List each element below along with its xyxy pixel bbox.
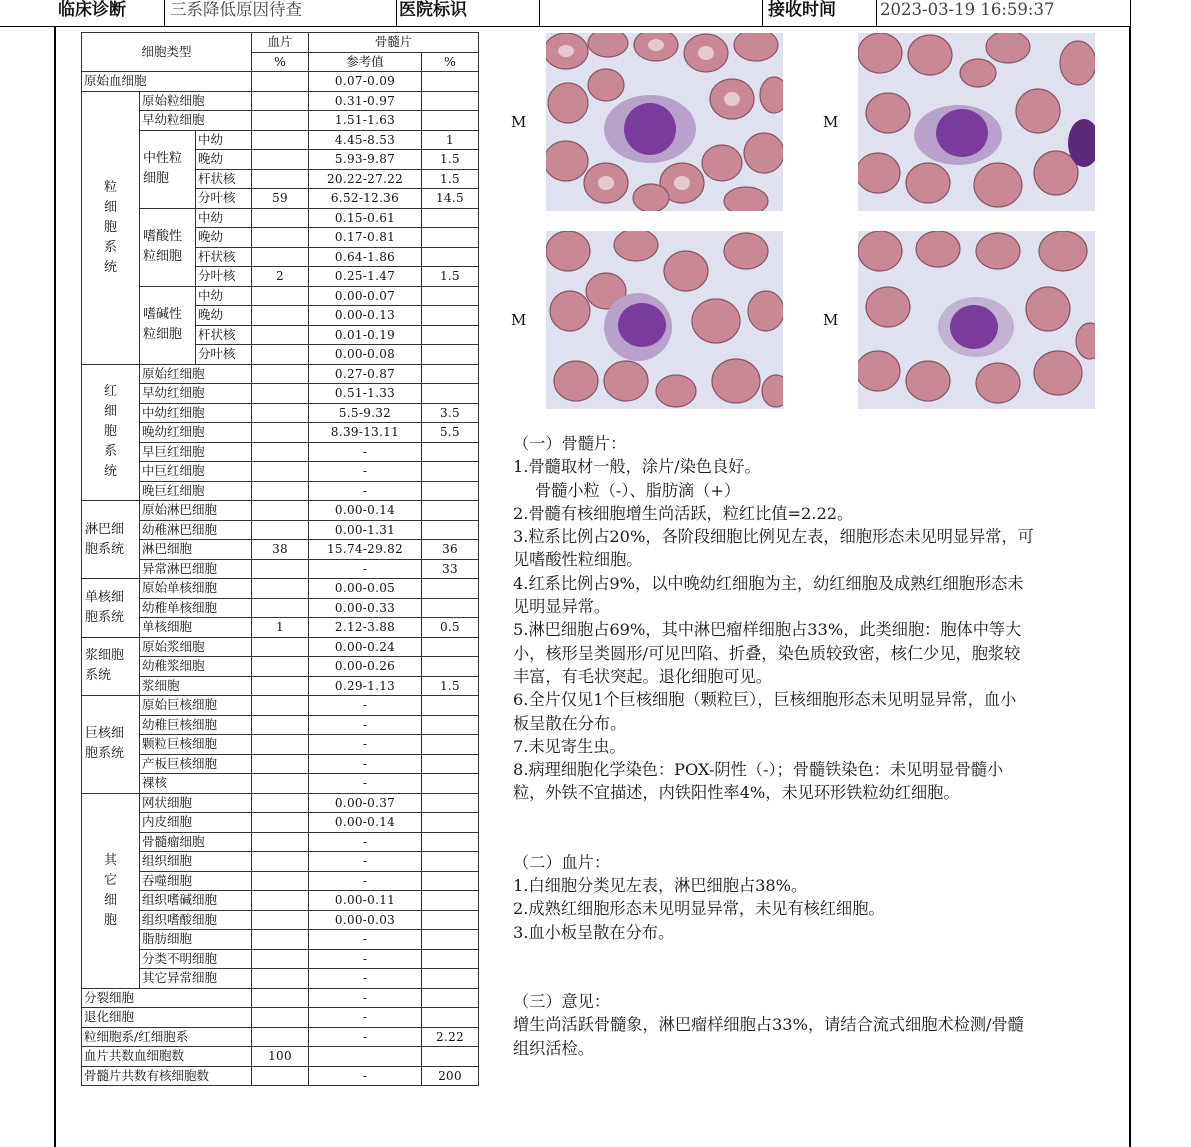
marrow-value: 3.5	[422, 403, 479, 423]
row-label: 颗粒巨核细胞	[140, 735, 252, 755]
image-label: M	[511, 113, 527, 131]
ref-value: 0.00-0.37	[309, 793, 422, 813]
row-label: 分裂细胞	[82, 988, 252, 1008]
group-basophil	[140, 286, 196, 364]
ref-value: -	[309, 774, 422, 794]
group-label: 单核细胞系统	[85, 589, 125, 625]
report-line: 丰富，有毛状突起。退化细胞可见。	[513, 666, 772, 686]
blood-value: 2	[252, 267, 309, 287]
table-row	[82, 852, 479, 872]
ref-value: -	[309, 988, 422, 1008]
table-row	[82, 1066, 479, 1086]
table-row	[82, 715, 479, 735]
report-line: 1.白细胞分类见左表，淋巴细胞占38%。	[513, 876, 808, 896]
marrow-value: 5.5	[422, 423, 479, 443]
table-row	[82, 774, 479, 794]
table-row	[82, 403, 479, 423]
group-neutrophil	[140, 130, 196, 208]
cell-count-table	[81, 32, 479, 1086]
row-label: 中巨红细胞	[140, 462, 252, 482]
ref-value: 1.51-1.63	[309, 111, 422, 131]
micrograph-4	[858, 231, 1095, 409]
table-row	[82, 988, 479, 1008]
report-line: 8.病理细胞化学染色：POX-阴性（-）；骨髓铁染色：未见明显骨髓小	[513, 760, 1004, 780]
row-label: 单核细胞	[140, 618, 252, 638]
row-label: 裸核	[140, 774, 252, 794]
table-row	[82, 72, 479, 92]
group-plasma	[82, 637, 140, 696]
ref-value: -	[309, 1066, 422, 1086]
table-row	[82, 384, 479, 404]
table-row	[82, 579, 479, 599]
table-row	[82, 618, 479, 638]
row-label: 原始浆细胞	[140, 637, 252, 657]
table-row	[82, 1008, 479, 1028]
header-marrow-pct: %	[422, 52, 479, 72]
row-label: 早幼红细胞	[140, 384, 252, 404]
table-row	[82, 481, 479, 501]
ref-value: -	[309, 852, 422, 872]
ref-value: 0.17-0.81	[309, 228, 422, 248]
header-cell-type: 细胞类型	[82, 33, 252, 72]
ref-value: 0.15-0.61	[309, 208, 422, 228]
group-granulocyte	[82, 91, 140, 364]
row-label: 退化细胞	[82, 1008, 252, 1028]
table-row	[82, 735, 479, 755]
section-opinion-title: （三）意见：	[513, 991, 611, 1011]
ref-value: 5.5-9.32	[309, 403, 422, 423]
group-label: 中性粒细胞	[143, 151, 183, 186]
ref-value: 0.00-0.07	[309, 286, 422, 306]
group-label: 淋巴细胞系统	[85, 521, 125, 557]
blood-value: 38	[252, 540, 309, 560]
row-label: 中幼	[196, 208, 252, 228]
table-row	[82, 520, 479, 540]
row-label: 中幼	[196, 130, 252, 150]
row-label: 组织细胞	[140, 852, 252, 872]
section-marrow-title: （一）骨髓片：	[513, 434, 627, 453]
ref-value: 0.00-0.24	[309, 637, 422, 657]
row-label: 杆状核	[196, 247, 252, 267]
table-row	[82, 930, 479, 950]
ref-value: -	[309, 715, 422, 735]
marrow-value: 1.5	[422, 150, 479, 170]
report-line: 板呈散在分布。	[513, 713, 627, 733]
row-label: 分叶核	[196, 267, 252, 287]
ref-value: -	[309, 696, 422, 716]
ref-value: 4.45-8.53	[309, 130, 422, 150]
ref-value: 0.07-0.09	[309, 72, 422, 92]
row-label: 异常淋巴细胞	[140, 559, 252, 579]
ref-value: 0.00-0.05	[309, 579, 422, 599]
ref-value: 0.00-0.14	[309, 501, 422, 521]
row-label: 分类不明细胞	[140, 949, 252, 969]
row-label: 脂肪细胞	[140, 930, 252, 950]
ref-value: -	[309, 1027, 422, 1047]
report-line: 5.淋巴细胞占69%，其中淋巴瘤样细胞占33%，此类细胞：胞体中等大	[513, 620, 1022, 640]
marrow-value: 2.22	[422, 1027, 479, 1047]
row-label: 吞噬细胞	[140, 871, 252, 891]
row-label: 幼稚单核细胞	[140, 598, 252, 618]
ref-value: -	[309, 559, 422, 579]
row-label: 幼稚淋巴细胞	[140, 520, 252, 540]
ref-value: 0.27-0.87	[309, 364, 422, 384]
ref-value: 0.00-0.11	[309, 891, 422, 911]
group-label: 浆细胞系统	[85, 648, 125, 684]
report-line: 增生尚活跃骨髓象，淋巴瘤样细胞占33%，请结合流式细胞术检测/骨髓	[513, 1015, 1024, 1035]
header-ref: 参考值	[309, 52, 422, 72]
table-row	[82, 637, 479, 657]
ref-value: 8.39-13.11	[309, 423, 422, 443]
report-line: 见明显异常。	[513, 597, 611, 617]
ref-value: 0.51-1.33	[309, 384, 422, 404]
row-label: 骨髓瘤细胞	[140, 832, 252, 852]
marrow-value: 14.5	[422, 189, 479, 209]
report-header	[0, 0, 1131, 27]
ref-value: 5.93-9.87	[309, 150, 422, 170]
table-row	[82, 891, 479, 911]
row-label: 杆状核	[196, 169, 252, 189]
group-mono	[82, 579, 140, 638]
report-line: 骨髓小粒（-）、脂肪滴（+）	[535, 480, 741, 500]
row-label: 产板巨核细胞	[140, 754, 252, 774]
row-label: 幼稚浆细胞	[140, 657, 252, 677]
report-line: 1.骨髓取材一般，涂片/染色良好。	[513, 457, 761, 477]
table-row	[82, 540, 479, 560]
clinical-diagnosis-label: 临床诊断	[58, 0, 165, 26]
header-blood-pct: %	[252, 52, 309, 72]
marrow-value: 1.5	[422, 267, 479, 287]
ref-value: -	[309, 949, 422, 969]
marrow-value: 33	[422, 559, 479, 579]
group-label: 粒细胞系统	[103, 179, 117, 275]
report-line: 粒，外铁不宜描述，内铁阳性率4%，未见环形铁粒幼红细胞。	[513, 783, 960, 803]
row-label: 淋巴细胞	[140, 540, 252, 560]
group-erythroid	[82, 364, 140, 501]
ref-value: 0.00-0.33	[309, 598, 422, 618]
row-label: 中幼	[196, 286, 252, 306]
row-label: 中幼红细胞	[140, 403, 252, 423]
group-label: 嗜酸性粒细胞	[143, 229, 183, 264]
ref-value: 15.74-29.82	[309, 540, 422, 560]
marrow-value: 200	[422, 1066, 479, 1086]
row-label: 晚幼	[196, 150, 252, 170]
table-row	[82, 871, 479, 891]
micrograph-1	[546, 33, 783, 211]
ref-value: -	[309, 462, 422, 482]
table-row	[82, 754, 479, 774]
ref-value: 6.52-12.36	[309, 189, 422, 209]
report-line: 7.未见寄生虫。	[513, 736, 626, 756]
image-label: M	[823, 311, 839, 329]
table-row	[82, 462, 479, 482]
blood-value: 1	[252, 618, 309, 638]
ref-value: 2.12-3.88	[309, 618, 422, 638]
row-label: 晚巨红细胞	[140, 481, 252, 501]
row-label: 原始血细胞	[82, 72, 252, 92]
micrograph-3	[546, 231, 783, 409]
report-line: 3.血小板呈散在分布。	[513, 922, 675, 942]
row-label: 晚幼	[196, 306, 252, 326]
ref-value: 0.64-1.86	[309, 247, 422, 267]
table-row	[82, 111, 479, 131]
group-label: 红细胞系统	[103, 384, 117, 480]
group-label: 巨核细胞系统	[85, 726, 125, 762]
table-row	[82, 832, 479, 852]
ref-value: 0.00-0.03	[309, 910, 422, 930]
row-label: 原始巨核细胞	[140, 696, 252, 716]
image-label: M	[511, 311, 527, 329]
table-header-row	[82, 33, 479, 53]
report-line: 4.红系比例占9%，以中晚幼红细胞为主，幼红细胞及成熟红细胞形态未	[513, 573, 1024, 593]
ref-value: 0.01-0.19	[309, 325, 422, 345]
row-label: 组织嗜碱细胞	[140, 891, 252, 911]
ref-value: -	[309, 481, 422, 501]
group-mega	[82, 696, 140, 794]
clinical-diagnosis-value: 三系降低原因待查	[167, 0, 397, 26]
table-row	[82, 559, 479, 579]
hospital-mark-value	[540, 0, 763, 26]
ref-value: -	[309, 871, 422, 891]
table-row	[82, 598, 479, 618]
marrow-value: 1	[422, 130, 479, 150]
table-row	[82, 442, 479, 462]
table-row	[82, 364, 479, 384]
row-label: 原始淋巴细胞	[140, 501, 252, 521]
ref-value: 0.00-0.26	[309, 657, 422, 677]
table-row	[82, 969, 479, 989]
table-row	[82, 657, 479, 677]
ref-value: -	[309, 930, 422, 950]
table-row	[82, 208, 479, 228]
ref-value: -	[309, 832, 422, 852]
group-label: 其它细胞	[103, 852, 117, 928]
hospital-mark-label: 医院标识	[396, 0, 540, 26]
header-marrow: 骨髓片	[309, 33, 479, 53]
row-label: 原始单核细胞	[140, 579, 252, 599]
section-blood-title: （二）血片：	[513, 852, 611, 872]
frame-left-border	[54, 26, 56, 1147]
table-row	[82, 910, 479, 930]
row-label: 晚幼	[196, 228, 252, 248]
ref-value: 0.00-0.14	[309, 813, 422, 833]
ref-value: 0.25-1.47	[309, 267, 422, 287]
report-line: 组织活检。	[513, 1038, 594, 1058]
report-line: 见嗜酸性粒细胞。	[513, 550, 643, 570]
row-label: 网状细胞	[140, 793, 252, 813]
row-label: 早巨红细胞	[140, 442, 252, 462]
marrow-value: 1.5	[422, 676, 479, 696]
row-label: 分叶核	[196, 345, 252, 365]
row-label: 骨髓片共数有核细胞数	[82, 1066, 252, 1086]
ref-value: 0.00-1.31	[309, 520, 422, 540]
micrograph-2	[858, 33, 1095, 211]
table-row	[82, 130, 479, 150]
ref-value: -	[309, 1008, 422, 1028]
table-row	[82, 501, 479, 521]
ref-value: -	[309, 969, 422, 989]
table-row	[82, 949, 479, 969]
group-other	[82, 793, 140, 988]
blood-value: 100	[252, 1047, 309, 1067]
ref-value: 0.31-0.97	[309, 91, 422, 111]
table-row	[82, 793, 479, 813]
report-line: 小，核形呈类圆形/可见凹陷、折叠，染色质较致密，核仁少见，胞浆较	[513, 643, 1021, 663]
row-label: 组织嗜酸细胞	[140, 910, 252, 930]
table-row	[82, 91, 479, 111]
report-line: 2.骨髓有核细胞增生尚活跃，粒红比值=2.22。	[513, 503, 854, 523]
row-label: 原始红细胞	[140, 364, 252, 384]
table-row	[82, 676, 479, 696]
header-blood: 血片	[252, 33, 309, 53]
row-label: 其它异常细胞	[140, 969, 252, 989]
ref-value: -	[309, 754, 422, 774]
report-line: 3.粒系比例占20%，各阶段细胞比例见左表，细胞形态未见明显异常，可	[513, 527, 1034, 547]
row-label: 原始粒细胞	[140, 91, 252, 111]
row-label: 内皮细胞	[140, 813, 252, 833]
row-label: 浆细胞	[140, 676, 252, 696]
marrow-value: 1.5	[422, 169, 479, 189]
table-row	[82, 423, 479, 443]
group-lymph	[82, 501, 140, 579]
ref-value: 0.00-0.08	[309, 345, 422, 365]
received-time-label: 接收时间	[765, 0, 877, 26]
report-text	[513, 432, 1133, 1060]
table-row	[82, 813, 479, 833]
image-label: M	[823, 113, 839, 131]
row-label: 晚幼红细胞	[140, 423, 252, 443]
report-line: 6.全片仅见1个巨核细胞（颗粒巨），巨核细胞形态未见明显异常，血小	[513, 690, 1017, 710]
row-label: 早幼粒细胞	[140, 111, 252, 131]
table-row	[82, 1047, 479, 1067]
ref-value: 0.00-0.13	[309, 306, 422, 326]
ref-value: -	[309, 442, 422, 462]
table-row	[82, 696, 479, 716]
row-label: 粒细胞系/红细胞系	[82, 1027, 252, 1047]
table-row	[82, 1027, 479, 1047]
marrow-value: 0.5	[422, 618, 479, 638]
table-row	[82, 286, 479, 306]
ref-value: -	[309, 735, 422, 755]
blood-value: 59	[252, 189, 309, 209]
ref-value: 20.22-27.22	[309, 169, 422, 189]
row-label: 分叶核	[196, 189, 252, 209]
row-label: 幼稚巨核细胞	[140, 715, 252, 735]
row-label: 杆状核	[196, 325, 252, 345]
marrow-value: 36	[422, 540, 479, 560]
row-label: 血片共数血细胞数	[82, 1047, 252, 1067]
ref-value: 0.29-1.13	[309, 676, 422, 696]
group-eosinophil	[140, 208, 196, 286]
report-line: 2.成熟红细胞形态未见明显异常，未见有核红细胞。	[513, 899, 885, 919]
received-time-value: 2023-03-19 16:59:37	[880, 0, 1055, 19]
group-label: 嗜碱性粒细胞	[143, 307, 183, 342]
